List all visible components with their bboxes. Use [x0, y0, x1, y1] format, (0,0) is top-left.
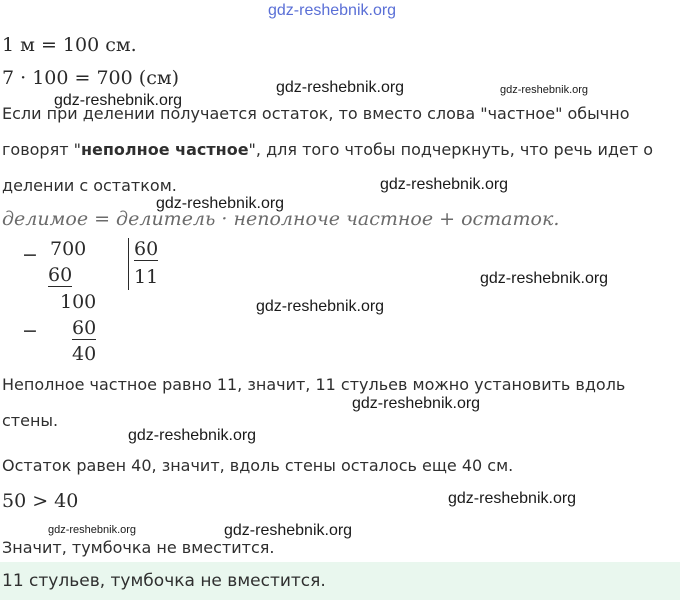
paragraph-line: Если при делении получается остаток, то вместо слова "частное" обычно: [2, 104, 630, 123]
dividend: 700: [50, 238, 87, 260]
bold-term: неполное частное: [80, 140, 249, 159]
conclusion-line: Значит, тумбочка не вместится.: [2, 538, 275, 557]
watermark-top: gdz-reshebnik.org: [268, 2, 397, 19]
comparison: 50 > 40: [2, 490, 79, 512]
answer-box: [0, 562, 680, 600]
watermark: gdz-reshebnik.org: [224, 522, 353, 539]
remainder: 40: [72, 343, 97, 365]
divisor: 60: [134, 238, 159, 260]
conclusion-line: Остаток равен 40, значит, вдоль стены осталось еще 40 см.: [2, 456, 514, 475]
equation-product: 7 · 100 = 700 (см): [2, 67, 180, 89]
subtrahend-1: 60: [48, 264, 73, 286]
paragraph-fragment: ", для того чтобы подчеркнуть, что речь идет о: [248, 140, 654, 159]
watermark: gdz-reshebnik.org: [48, 524, 137, 536]
watermark: gdz-reshebnik.org: [276, 79, 405, 96]
watermark: gdz-reshebnik.org: [448, 490, 577, 507]
watermark: gdz-reshebnik.org: [352, 395, 481, 412]
quotient: 11: [134, 266, 159, 288]
paragraph-line: [2, 140, 653, 159]
watermark: gdz-reshebnik.org: [128, 427, 257, 444]
watermark: gdz-reshebnik.org: [380, 176, 509, 193]
minus-sign: −: [22, 320, 38, 342]
watermark: gdz-reshebnik.org: [480, 270, 609, 287]
remainder-1: 100: [60, 291, 97, 313]
subtrahend-2: 60: [72, 317, 97, 339]
equation-meter: 1 м = 100 см.: [2, 34, 137, 56]
conclusion-line: Неполное частное равно 11, значит, 11 стульев можно установить вдоль: [2, 375, 626, 394]
division-bar: [128, 238, 129, 290]
watermark: gdz-reshebnik.org: [500, 84, 589, 96]
division-formula: делимое = делитель · неполноче частное + остаток.: [2, 208, 560, 230]
minus-sign: −: [22, 244, 38, 266]
answer-text: 11 стульев, тумбочка не вместится.: [2, 571, 326, 591]
watermark: gdz-reshebnik.org: [54, 92, 183, 109]
paragraph-fragment: говорят ": [2, 140, 81, 159]
paragraph-line: делении с остатком.: [2, 176, 177, 195]
conclusion-line: стены.: [2, 411, 59, 430]
watermark: gdz-reshebnik.org: [256, 298, 385, 315]
watermark: gdz-reshebnik.org: [156, 195, 285, 212]
